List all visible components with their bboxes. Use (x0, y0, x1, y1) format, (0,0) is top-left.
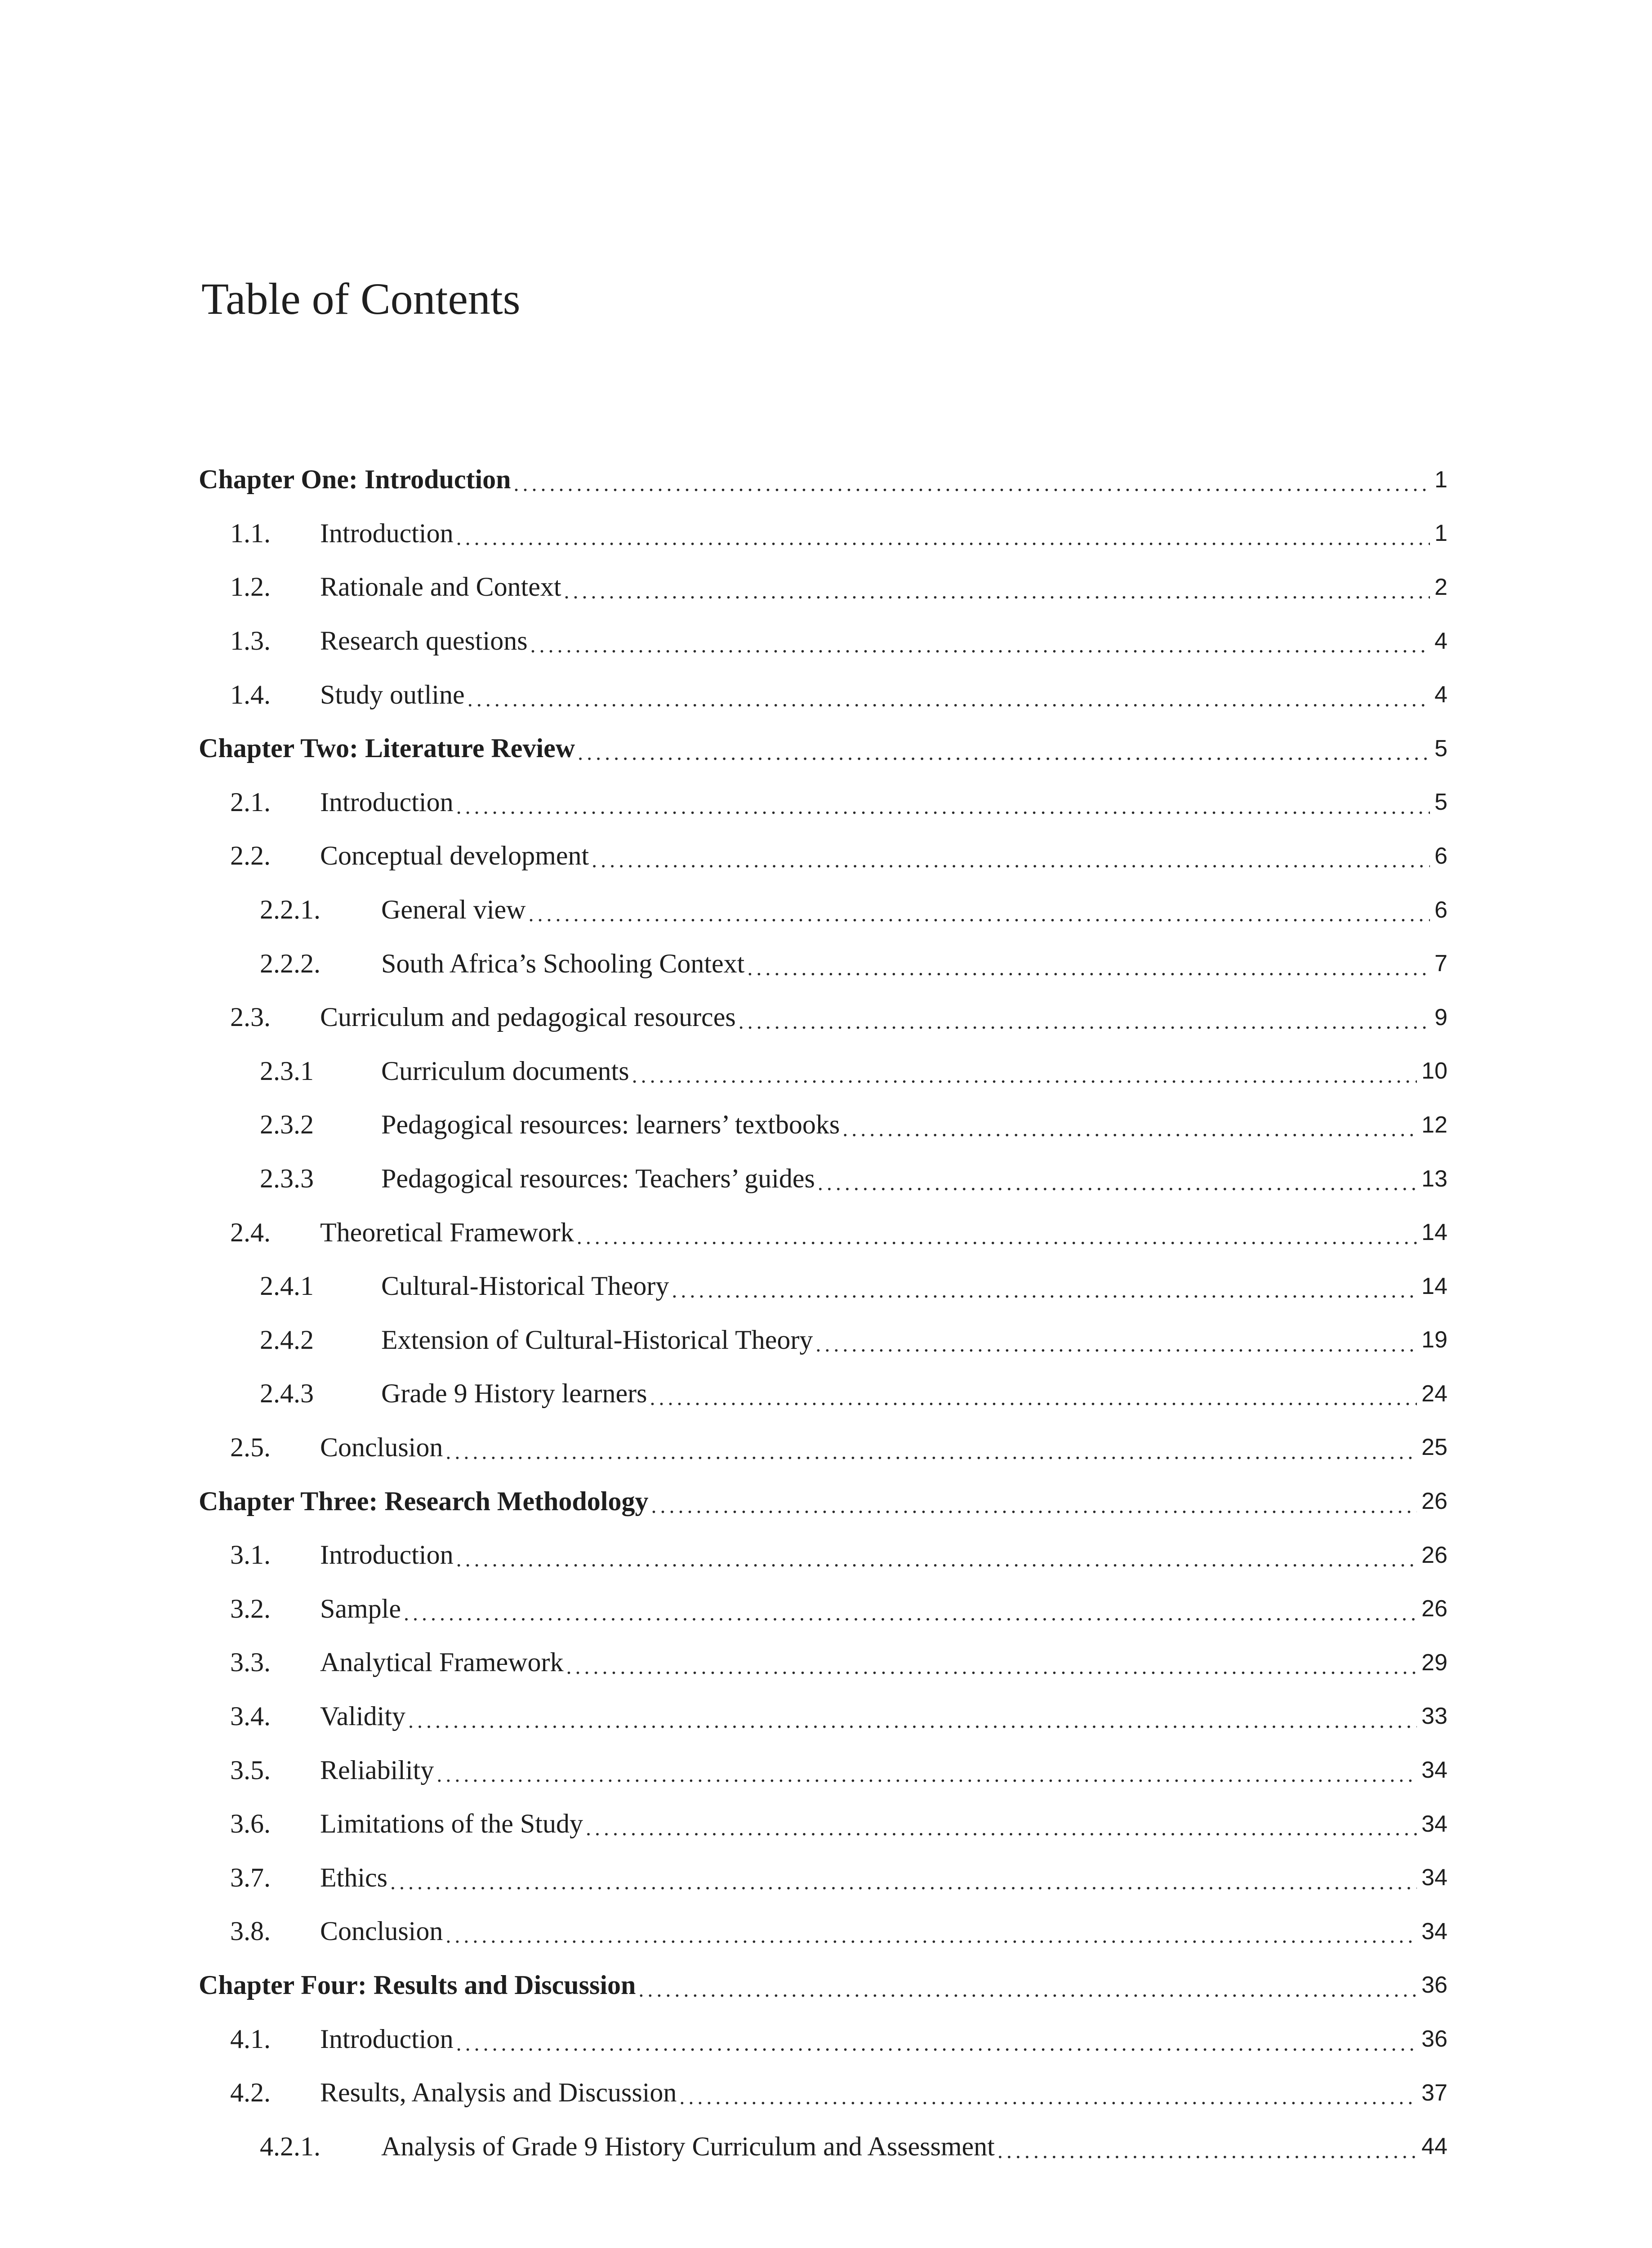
toc-entry-number: 3.8. (230, 1916, 271, 1946)
toc-dot-leader (747, 956, 1430, 981)
toc-chapter-entry[interactable] (199, 453, 1447, 507)
toc-section-entry[interactable] (199, 1690, 1447, 1744)
toc-entry-title: Conclusion (320, 1432, 443, 1462)
toc-section-entry[interactable] (199, 990, 1447, 1044)
toc-entry-page-number: 44 (1421, 2133, 1447, 2160)
toc-section-entry[interactable] (199, 1098, 1447, 1152)
toc-entry-number: 1.4. (230, 679, 271, 709)
table-of-contents (199, 453, 1447, 2173)
toc-entry-page-number: 7 (1434, 950, 1447, 977)
toc-entry-title: Curriculum documents (381, 1056, 629, 1086)
toc-entry-page-number: 4 (1434, 628, 1447, 654)
toc-entry-title: Sample (320, 1593, 401, 1624)
toc-entry-number: 2.4. (230, 1217, 271, 1247)
toc-dot-leader (408, 1708, 1417, 1733)
toc-entry-number: 2.3.3 (260, 1164, 314, 1194)
toc-section-entry[interactable] (199, 614, 1447, 668)
toc-entry-number: 2.2.2. (260, 948, 321, 978)
toc-entry-page-number: 12 (1421, 1111, 1447, 1138)
toc-dot-leader (456, 526, 1430, 550)
toc-section-entry[interactable] (199, 1152, 1447, 1206)
toc-entry-number: 2.2.1. (260, 895, 321, 925)
toc-section-entry[interactable] (199, 776, 1447, 830)
toc-entry-title: Chapter Two: Literature Review (199, 733, 575, 763)
toc-chapter-entry[interactable] (199, 1474, 1447, 1528)
toc-entry-number: 4.2.1. (260, 2131, 321, 2161)
toc-dot-leader (650, 1386, 1417, 1410)
toc-entry-title: Introduction (320, 787, 454, 817)
toc-dot-leader (564, 579, 1430, 604)
toc-entry-page-number: 37 (1421, 2079, 1447, 2106)
toc-dot-leader (436, 1762, 1417, 1787)
toc-section-entry[interactable] (199, 1797, 1447, 1851)
toc-entry-page-number: 14 (1421, 1273, 1447, 1299)
toc-dot-leader (577, 1225, 1417, 1249)
toc-entry-title: Analysis of Grade 9 History Curriculum and Assessment (381, 2131, 995, 2161)
toc-entry-title: Chapter One: Introduction (199, 464, 511, 495)
toc-section-entry[interactable] (199, 1582, 1447, 1636)
toc-dot-leader (468, 687, 1430, 712)
toc-dot-leader (638, 1977, 1417, 2002)
toc-entry-title: Pedagogical resources: learners’ textbooks (381, 1110, 840, 1140)
toc-section-entry[interactable] (199, 883, 1447, 937)
toc-entry-title: Introduction (320, 1540, 454, 1570)
toc-section-entry[interactable] (199, 1528, 1447, 1582)
toc-chapter-entry[interactable] (199, 1958, 1447, 2012)
toc-dot-leader (842, 1117, 1417, 1142)
toc-dot-leader (651, 1494, 1417, 1518)
toc-dot-leader (445, 1440, 1417, 1464)
toc-dot-leader (530, 633, 1430, 658)
toc-entry-page-number: 6 (1434, 897, 1447, 923)
toc-dot-leader (672, 1278, 1417, 1303)
toc-entry-page-number: 5 (1434, 735, 1447, 762)
toc-dot-leader (739, 1009, 1430, 1034)
toc-dot-leader (815, 1332, 1417, 1357)
toc-entry-title: South Africa’s Schooling Context (381, 948, 745, 978)
toc-dot-leader (578, 740, 1430, 765)
toc-dot-leader (390, 1870, 1417, 1895)
toc-entry-number: 3.6. (230, 1809, 271, 1839)
toc-entry-number: 2.3.2 (260, 1110, 314, 1140)
toc-entry-number: 3.1. (230, 1540, 271, 1570)
toc-section-entry[interactable] (199, 2066, 1447, 2120)
toc-dot-leader (445, 1923, 1417, 1948)
toc-entry-title: Cultural-Historical Theory (381, 1271, 669, 1301)
toc-entry-page-number: 9 (1434, 1004, 1447, 1030)
toc-section-entry[interactable] (199, 1367, 1447, 1421)
toc-entry-title: Introduction (320, 518, 454, 548)
toc-entry-page-number: 34 (1421, 1757, 1447, 1784)
toc-section-entry[interactable] (199, 1905, 1447, 1958)
toc-section-entry[interactable] (199, 1259, 1447, 1313)
toc-entry-title: Chapter Four: Results and Discussion (199, 1970, 636, 2000)
toc-entry-title: Reliability (320, 1755, 434, 1785)
toc-entry-title: Validity (320, 1701, 405, 1731)
toc-entry-page-number: 13 (1421, 1165, 1447, 1192)
toc-entry-page-number: 1 (1434, 520, 1447, 547)
toc-entry-number: 3.2. (230, 1593, 271, 1624)
toc-entry-number: 2.4.2 (260, 1325, 314, 1355)
toc-entry-number: 2.4.3 (260, 1378, 314, 1409)
toc-entry-number: 3.3. (230, 1647, 271, 1677)
toc-section-entry[interactable] (199, 507, 1447, 561)
toc-entry-title: Pedagogical resources: Teachers’ guides (381, 1164, 815, 1194)
toc-entry-title: Introduction (320, 2024, 454, 2054)
toc-section-entry[interactable] (199, 1636, 1447, 1690)
toc-dot-leader (456, 2031, 1417, 2056)
toc-dot-leader (818, 1171, 1417, 1195)
toc-entry-page-number: 26 (1421, 1596, 1447, 1622)
toc-dot-leader (456, 794, 1430, 819)
toc-entry-page-number: 6 (1434, 843, 1447, 869)
toc-entry-title: Research questions (320, 626, 528, 656)
toc-entry-page-number: 26 (1421, 1488, 1447, 1515)
toc-dot-leader (529, 902, 1430, 927)
toc-entry-number: 4.1. (230, 2024, 271, 2054)
toc-section-entry[interactable] (199, 1044, 1447, 1098)
toc-entry-title: Ethics (320, 1862, 387, 1892)
toc-entry-page-number: 19 (1421, 1327, 1447, 1353)
toc-entry-number: 2.1. (230, 787, 271, 817)
toc-dot-leader (592, 848, 1430, 873)
toc-entry-title: Conceptual development (320, 841, 589, 871)
toc-entry-number: 2.5. (230, 1432, 271, 1462)
toc-section-entry[interactable] (199, 829, 1447, 883)
toc-entry-title: Analytical Framework (320, 1647, 564, 1677)
toc-dot-leader (997, 2139, 1417, 2163)
toc-dot-leader (632, 1063, 1417, 1088)
toc-entry-page-number: 34 (1421, 1811, 1447, 1837)
toc-entry-title: Rationale and Context (320, 572, 561, 602)
toc-entry-number: 3.5. (230, 1755, 271, 1785)
toc-section-entry[interactable] (199, 2012, 1447, 2066)
toc-entry-number: 2.4.1 (260, 1271, 314, 1301)
toc-entry-number: 3.4. (230, 1701, 271, 1731)
toc-section-entry[interactable] (199, 1421, 1447, 1475)
toc-dot-leader (586, 1816, 1417, 1841)
toc-entry-page-number: 36 (1421, 1972, 1447, 1998)
toc-entry-title: Study outline (320, 679, 465, 709)
toc-entry-page-number: 2 (1434, 574, 1447, 600)
toc-entry-page-number: 24 (1421, 1380, 1447, 1407)
toc-dot-leader (514, 472, 1430, 496)
toc-entry-page-number: 34 (1421, 1864, 1447, 1891)
toc-entry-title: Conclusion (320, 1916, 443, 1946)
toc-section-entry[interactable] (199, 560, 1447, 614)
toc-entry-number: 3.7. (230, 1862, 271, 1892)
toc-entry-page-number: 29 (1421, 1649, 1447, 1676)
toc-entry-page-number: 33 (1421, 1703, 1447, 1730)
toc-dot-leader (566, 1655, 1417, 1679)
toc-section-entry[interactable] (199, 1743, 1447, 1797)
toc-dot-leader (456, 1547, 1417, 1572)
toc-entry-title: Extension of Cultural-Historical Theory (381, 1325, 813, 1355)
toc-entry-title: Curriculum and pedagogical resources (320, 1002, 736, 1032)
toc-entry-title: General view (381, 895, 526, 925)
toc-section-entry[interactable] (199, 1313, 1447, 1367)
toc-section-entry[interactable] (199, 668, 1447, 722)
toc-entry-page-number: 5 (1434, 789, 1447, 816)
toc-entry-page-number: 36 (1421, 2026, 1447, 2052)
toc-entry-number: 2.3.1 (260, 1056, 314, 1086)
toc-entry-number: 1.3. (230, 626, 271, 656)
toc-section-entry[interactable] (199, 2119, 1447, 2173)
toc-entry-page-number: 25 (1421, 1434, 1447, 1461)
toc-entry-page-number: 1 (1434, 466, 1447, 493)
toc-chapter-entry[interactable] (199, 722, 1447, 776)
toc-entry-title: Chapter Three: Research Methodology (199, 1486, 649, 1516)
toc-entry-number: 2.2. (230, 841, 271, 871)
toc-entry-title: Results, Analysis and Discussion (320, 2078, 677, 2108)
toc-entry-page-number: 34 (1421, 1918, 1447, 1945)
toc-entry-number: 1.2. (230, 572, 271, 602)
toc-section-entry[interactable] (199, 937, 1447, 990)
toc-dot-leader (404, 1601, 1417, 1626)
toc-section-entry[interactable] (199, 1851, 1447, 1905)
toc-entry-title: Grade 9 History learners (381, 1378, 647, 1409)
toc-section-entry[interactable] (199, 1205, 1447, 1259)
toc-entry-number: 1.1. (230, 518, 271, 548)
toc-entry-page-number: 10 (1421, 1058, 1447, 1084)
toc-entry-title: Theoretical Framework (320, 1217, 574, 1247)
page-title: Table of Contents (201, 274, 521, 324)
toc-dot-leader (679, 2085, 1417, 2110)
toc-entry-number: 4.2. (230, 2078, 271, 2108)
toc-entry-page-number: 4 (1434, 682, 1447, 708)
toc-entry-page-number: 14 (1421, 1219, 1447, 1246)
toc-entry-title: Limitations of the Study (320, 1809, 583, 1839)
toc-entry-page-number: 26 (1421, 1542, 1447, 1568)
toc-entry-number: 2.3. (230, 1002, 271, 1032)
